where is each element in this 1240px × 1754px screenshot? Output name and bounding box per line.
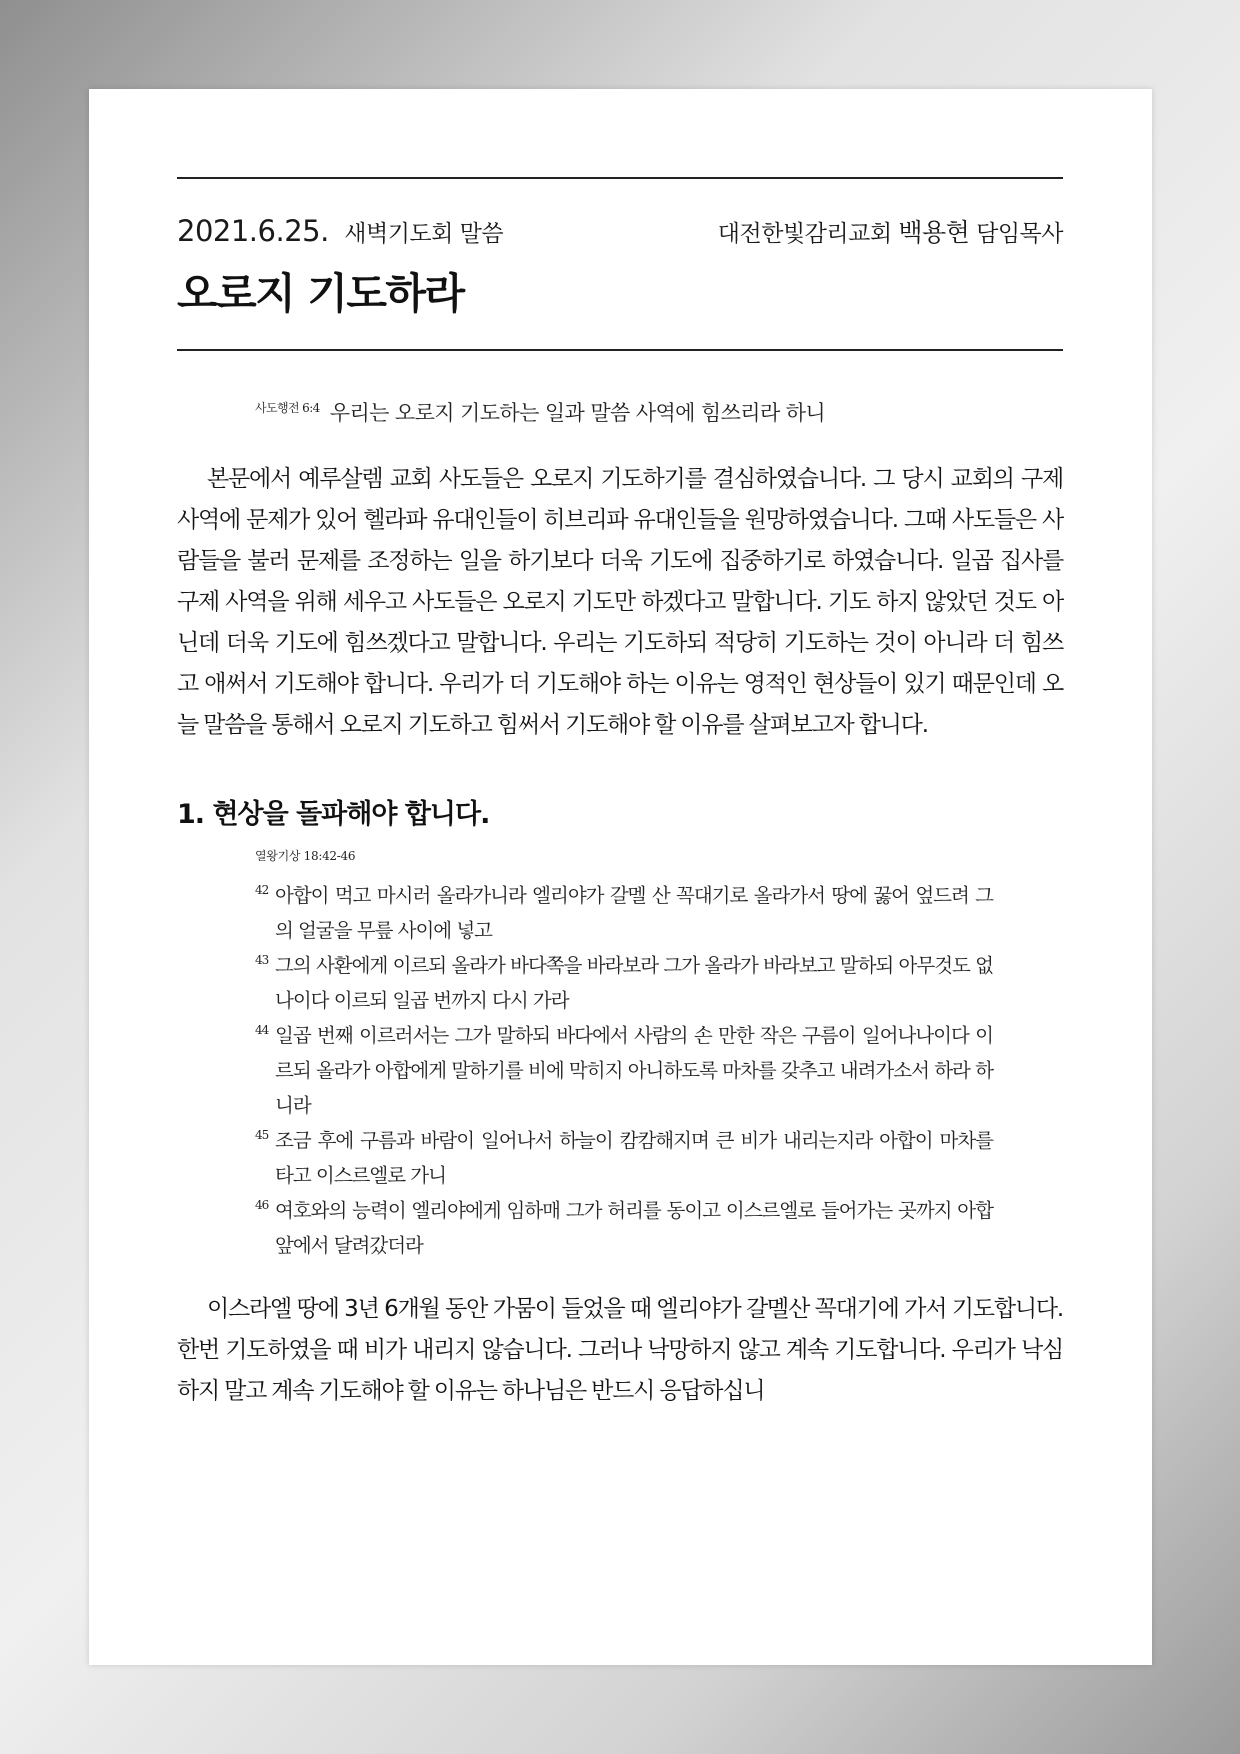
verse-number: 45 xyxy=(255,1128,269,1143)
verse-text: 그의 사환에게 이르되 올라가 바다쪽을 바라보라 그가 올라가 바라보고 말하되 아무것도 없나이다 이르되 일곱 번까지 다시 가라 xyxy=(275,954,993,1013)
sermon-date-service xyxy=(177,214,503,248)
verse-text: 여호와의 능력이 엘리야에게 임하매 그가 허리를 동이고 이스르엘로 들어가는 곳까지 아합 앞에서 달려갔더라 xyxy=(275,1199,993,1258)
section-paragraph: 이스라엘 땅에 3년 6개월 동안 가뭄이 들었을 때 엘리야가 갈멜산 꼭대기에 가서 기도합니다. 한번 기도하였을 때 비가 내리지 않습니다. 그러나 낙망하지 않고 계속 기도합니다. 우리가 낙심하지 말고 계속 기도해야 할 이유는 하나님은 반드시 응답하십니 xyxy=(177,1296,1063,1405)
verse-item xyxy=(255,878,993,948)
verse-text: 아합이 먹고 마시러 올라가니라 엘리야가 갈멜 산 꼭대기로 올라가서 땅에 꿇어 엎드려 그의 얼굴을 무릎 사이에 넣고 xyxy=(275,884,993,943)
service-name: 새벽기도회 말씀 xyxy=(344,221,504,247)
scripture-passage xyxy=(177,847,993,1263)
document-page xyxy=(89,89,1152,1665)
verse-number: 43 xyxy=(255,953,269,968)
verse-text: 일곱 번째 이르러서는 그가 말하되 바다에서 사람의 손 만한 작은 구름이 일어나나이다 이르되 올라가 아합에게 말하기를 비에 막히지 아니하도록 마차를 갖추고 내려가소서 하라 하니라 xyxy=(275,1024,993,1118)
verse-item xyxy=(255,948,993,1018)
sermon-title: 오로지 기도하라 xyxy=(177,269,464,318)
top-divider xyxy=(177,177,1063,179)
verse-number: 44 xyxy=(255,1023,269,1038)
verse-number: 46 xyxy=(255,1198,269,1213)
section-heading: 1. 현상을 돌파해야 합니다. xyxy=(177,799,490,831)
key-verse-text: 우리는 오로지 기도하는 일과 말씀 사역에 힘쓰리라 하니 xyxy=(329,401,826,426)
verse-item xyxy=(255,1018,993,1123)
preacher-info xyxy=(718,213,1063,249)
church-name: 대전한빛감리교회 xyxy=(717,221,892,247)
pastor-title: 담임목사 xyxy=(976,221,1063,247)
key-verse-reference: 사도행전 6:4 xyxy=(255,401,320,416)
intro-paragraph: 본문에서 예루살렘 교회 사도들은 오로지 기도하기를 결심하였습니다. 그 당시 교회의 구제 사역에 문제가 있어 헬라파 유대인들이 히브리파 유대인들을 원망하였습니다. 그때 사도들은 사람들을 불러 문제를 조정하는 일을 하기보다 더욱 기도에 집중하기로 하였습니다. 일곱 집사를 구제 사역을 위해 세우고 사도들은 오로지 기도만 하겠다고 말합니다. 기도 하지 않았던 것도 아닌데 더욱 기도에 힘쓰겠다고 말합니다. 우리는 기도하되 적당히 기도하는 것이 아니라 더 힘쓰고 애써서 기도해야 합니다. 우리가 더 기도해야 하는 이유는 영적인 현상들이 있기 때문인데 오늘 말씀을 통해서 오로지 기도하고 힘써서 기도해야 할 이유를 살펴보고자 합니다. xyxy=(177,466,1063,739)
pastor-name: 백용현 xyxy=(898,218,970,247)
passage-reference: 열왕기상 18:42-46 xyxy=(255,849,356,864)
verse-item xyxy=(255,1123,993,1193)
page-content xyxy=(177,177,1063,1412)
verse-number: 42 xyxy=(255,883,269,898)
title-divider xyxy=(177,349,1063,351)
sermon-date: 2021.6.25. xyxy=(177,214,329,248)
verse-item xyxy=(255,1193,993,1263)
verse-text: 조금 후에 구름과 바람이 일어나서 하늘이 캄캄해지며 큰 비가 내리는지라 아합이 마차를 타고 이스르엘로 가니 xyxy=(275,1129,993,1188)
sermon-header xyxy=(177,213,1063,249)
key-verse xyxy=(177,397,1063,427)
